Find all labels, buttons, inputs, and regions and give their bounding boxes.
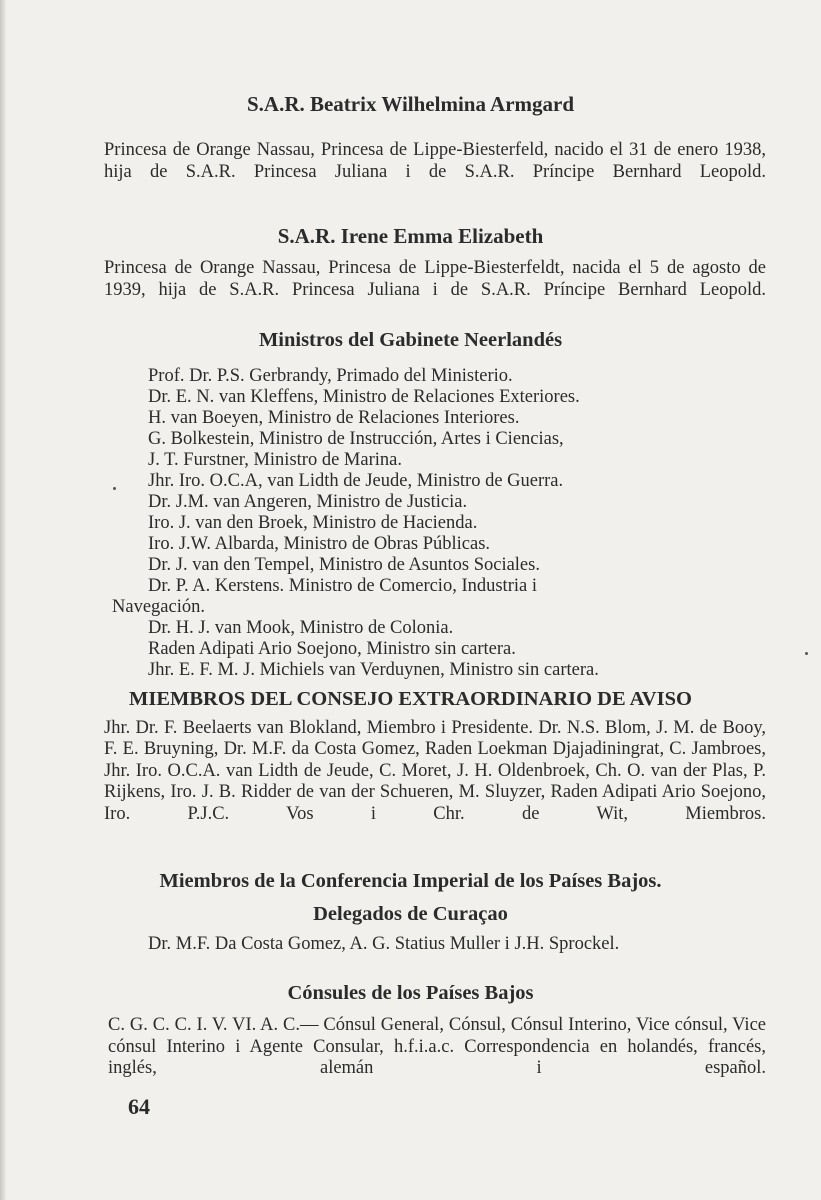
- minister-line: H. van Boeyen, Ministro de Relaciones Interiores.: [148, 408, 520, 428]
- print-speck: [805, 652, 808, 655]
- heading-consules: Cónsules de los Países Bajos: [287, 982, 534, 1004]
- minister-line: Dr. E. N. van Kleffens, Ministro de Relaciones Exteriores.: [148, 387, 580, 407]
- minister-line: Jhr. E. F. M. J. Michiels van Verduynen, Ministro sin cartera.: [148, 660, 599, 680]
- minister-line: Prof. Dr. P.S. Gerbrandy, Primado del Ministerio.: [148, 366, 513, 386]
- minister-line: Jhr. Iro. O.C.A, van Lidth de Jeude, Ministro de Guerra.: [148, 471, 564, 491]
- heading-beatrix: S.A.R. Beatrix Wilhelmina Armgard: [246, 92, 575, 116]
- minister-line: Dr. H. J. van Mook, Ministro de Colonia.: [148, 618, 454, 638]
- paragraph-irene: Princesa de Orange Nassau, Princesa de Lippe-Biesterfeldt, nacida el 5 de agosto de 1939, hija de S.A.R. Princesa Juliana i de S.A.R. Príncipe Bernhard Leopold.: [104, 258, 766, 300]
- heading-consejo: MIEMBROS DEL CONSEJO EXTRAORDINARIO DE AVISO: [129, 688, 692, 710]
- print-speck: [113, 487, 116, 490]
- minister-line: Dr. P. A. Kerstens. Ministro de Comercio, Industria i: [148, 576, 537, 596]
- minister-line: J. T. Furstner, Ministro de Marina.: [148, 450, 402, 470]
- minister-line: Iro. J.W. Albarda, Ministro de Obras Públicas.: [148, 534, 491, 554]
- minister-line: Dr. J.M. van Angeren, Ministro de Justicia.: [148, 492, 468, 512]
- minister-line: Dr. J. van den Tempel, Ministro de Asuntos Sociales.: [148, 555, 540, 575]
- delegados-line: Dr. M.F. Da Costa Gomez, A. G. Statius Muller i J.H. Sprockel.: [148, 934, 620, 954]
- minister-line: Raden Adipati Ario Soejono, Ministro sin cartera.: [148, 639, 516, 659]
- page-number: 64: [128, 1094, 150, 1119]
- heading-irene: S.A.R. Irene Emma Elizabeth: [277, 224, 544, 248]
- minister-line: Navegación.: [112, 597, 205, 617]
- paragraph-consejo: Jhr. Dr. F. Beelaerts van Blokland, Miembro i Presidente. Dr. N.S. Blom, J. M. de Booy, F. E. Bruyning, Dr. M.F. da Costa Gomez, Raden Loekman Djajadiningrat, C. Jambroes, Jhr. Iro. O.C.A. van Lidth de Jeude, C. Moret, J. H. Oldenbroek, Ch. O. van der Plas, P. Rijkens, Iro. J. B. Ridder de van der Schueren, M. Sluyzer, Raden Adipati Ario Soejono, Iro. P.J.C. Vos i Chr. de Wit, Miembros.: [104, 718, 766, 824]
- paragraph-beatrix: Princesa de Orange Nassau, Princesa de Lippe-Biesterfeld, nacido el 31 de enero 1938, hija de S.A.R. Princesa Juliana i de S.A.R. Príncipe Bernhard Leopold.: [104, 140, 766, 182]
- paragraph-consules: C. G. C. C. I. V. VI. A. C.— Cónsul General, Cónsul, Cónsul Interino, Vice cónsul, Vice cónsul Interino i Agente Consular, h.f.i.a.c. Correspondencia en holandés, francés, inglés, alemán i español.: [108, 1015, 766, 1078]
- subheading-curacao: Delegados de Curaçao: [313, 903, 508, 925]
- heading-conferencia: Miembros de la Conferencia Imperial de los Países Bajos.: [159, 870, 662, 892]
- heading-ministros: Ministros del Gabinete Neerlandés: [258, 329, 563, 351]
- minister-line: G. Bolkestein, Ministro de Instrucción, Artes i Ciencias,: [148, 429, 564, 449]
- minister-line: Iro. J. van den Broek, Ministro de Hacienda.: [148, 513, 478, 533]
- page-edge-shadow: [0, 0, 6, 1200]
